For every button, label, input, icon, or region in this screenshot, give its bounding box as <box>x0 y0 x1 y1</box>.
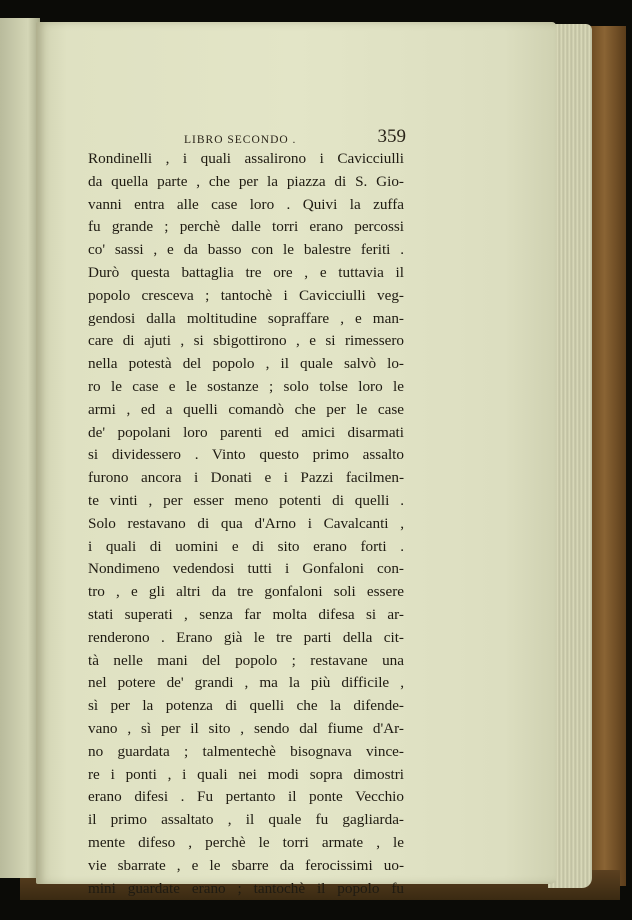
text-line: furono ancora i Donati e i Pazzi facilmen- <box>88 469 404 487</box>
text-line: si dividessero . Vinto questo primo assalto <box>88 446 404 464</box>
text-line: popolo cresceva ; tantochè i Cavicciulli veg- <box>88 286 404 304</box>
text-line: de' popolani loro parenti ed amici disarmati <box>88 423 404 441</box>
text-line: erano difesi . Fu pertanto il ponte Vecchio <box>88 788 404 806</box>
text-line: Nondimeno vedendosi tutti i Gonfaloni con- <box>88 560 404 578</box>
text-line: da quella parte , che per la piazza di S. Gio- <box>88 172 404 190</box>
text-line: vano , sì per il sito , sendo dal fiume d'Ar- <box>88 719 404 737</box>
text-line: il primo assaltato , il quale fu gagliarda- <box>88 811 404 829</box>
text-line: nella potestà del popolo , il quale salvò lo- <box>88 355 404 373</box>
body-text <box>88 148 404 900</box>
text-line: renderono . Erano già le tre parti della cit- <box>88 628 404 646</box>
running-head: LIBRO SECONDO . <box>184 134 297 146</box>
text-line: Durò questa battaglia tre ore , e tuttavia il <box>88 263 404 281</box>
text-line: Solo restavano di qua d'Arno i Cavalcanti , <box>88 514 404 532</box>
text-line: nel potere de' grandi , ma la più difficile , <box>88 674 404 692</box>
text-line: Rondinelli , i quali assalirono i Cavicciulli <box>88 150 404 167</box>
text-line: ro le case e le sostanze ; solo tolse loro le <box>88 377 404 395</box>
text-line: re i ponti , i quali nei modi sopra dimostri <box>88 765 404 783</box>
text-line: co' sassi , e da basso con le balestre feriti . <box>88 241 404 259</box>
text-line: armi , ed a quelli comandò che per le case <box>88 400 404 418</box>
text-line: mini guardate erano ; tantochè il popolo fu <box>88 879 404 897</box>
text-line: mente difeso , perchè le torri armate , le <box>88 833 404 851</box>
text-line: vie sbarrate , e le sbarre da ferocissimi uo- <box>88 856 404 874</box>
text-line: sì per la potenza di quelli che la difende- <box>88 697 404 715</box>
text-line: gendosi dalla moltitudine sopraffare , e man- <box>88 309 404 327</box>
page-header <box>88 126 406 150</box>
text-line: tà nelle mani del popolo ; restavane una <box>88 651 404 669</box>
left-page-edge <box>0 18 40 878</box>
text-line: te vinti , per esser meno potenti di quelli . <box>88 491 404 509</box>
text-line: tro , e gli altri da tre gonfaloni soli essere <box>88 583 404 601</box>
text-line: care di ajuti , si sbigottirono , e si rimessero <box>88 332 404 350</box>
book-cover-edge <box>590 26 626 886</box>
text-line: vanni entra alle case loro . Quivi la zuffa <box>88 195 404 213</box>
text-line: i quali di uomini e di sito erano forti . <box>88 537 404 555</box>
text-line: stati superati , senza far molta difesa si ar- <box>88 605 404 623</box>
text-line: fu grande ; perchè dalle torri erano percossi <box>88 218 404 236</box>
page-number: 359 <box>377 126 406 147</box>
text-line: no guardata ; talmentechè bisognava vince- <box>88 742 404 760</box>
